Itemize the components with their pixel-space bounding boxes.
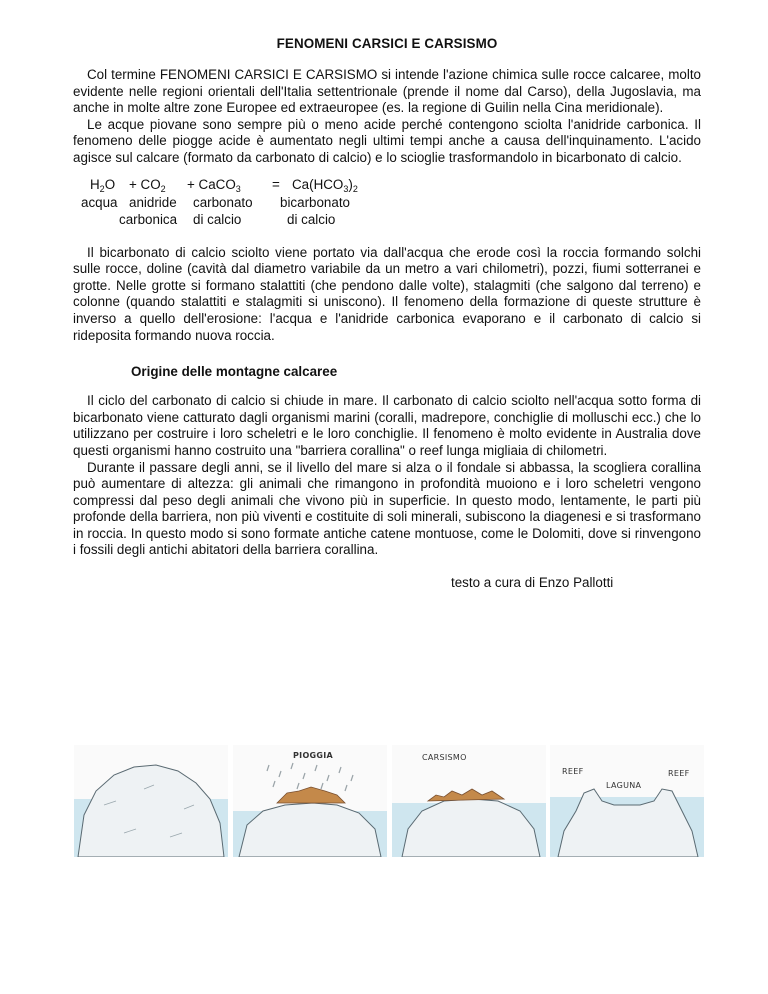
- label-reef-left: REEF: [562, 767, 584, 776]
- rain-drawing: [233, 745, 387, 857]
- spacer: [73, 231, 701, 245]
- h2o-term: $H_2O$: [90, 176, 116, 194]
- label-bicarbonato: bicarbonato: [280, 194, 350, 210]
- label-anidride: anidride: [129, 194, 177, 210]
- equals-sign: =: [272, 176, 280, 192]
- karst-drawing: [392, 745, 546, 857]
- panel-karst: [392, 745, 546, 857]
- karst-illustration-strip: [74, 745, 704, 857]
- eroded-layer: [277, 787, 345, 803]
- panel-reef: [550, 745, 704, 857]
- caco3-term: + CaCO$_3$: [187, 176, 241, 194]
- paragraph-carbon-cycle: Il ciclo del carbonato di calcio si chiude in mare. Il carbonato di calcio sciolto nell'acqua sotto forma di bicarbonato viene catturato dagli organismi marini (coralli, madrepore, conchiglie di molluschi ecc.) che lo utilizzano per costruire i loro scheletri e le loro conchiglie. Il fenomeno è molto evidente in Australia dove questi organismi hanno costruito una "barriera corallina" o reef lunga migliaia di chilometri.: [73, 393, 701, 458]
- rock-mass: [78, 765, 224, 857]
- section-heading: Origine delle montagne calcaree: [131, 364, 338, 380]
- label-carbonica: carbonica: [119, 211, 178, 227]
- karst-surface: [428, 789, 504, 801]
- paragraph-acid-rain: Le acque piovane sono sempre più o meno acide perché contengono sciolta l'anidride carbonica. Il fenomeno delle piogge acide è aumentato negli ultimi tempi anche a causa dell'inquinamento. L'acido agisce sul calcare (formato da carbonato di calcio) e lo scioglie trasformandolo in bicarbonato di calcio.: [73, 116, 701, 165]
- document-page: [73, 36, 701, 590]
- label-di-calcio-1: di calcio: [193, 211, 242, 227]
- label-pioggia: PIOGGIA: [293, 751, 334, 760]
- chemical-equation: [73, 177, 701, 231]
- label-laguna: LAGUNA: [606, 781, 642, 790]
- emerged-mountain-drawing: [74, 745, 228, 857]
- label-acqua: acqua: [81, 194, 118, 210]
- reef-drawing: [550, 745, 704, 857]
- document-title: FENOMENI CARSICI E CARSISMO: [276, 36, 498, 51]
- spacer: [73, 344, 701, 364]
- label-carsismo: CARSISMO: [422, 753, 467, 762]
- paragraph-coral-reef: Durante il passare degli anni, se il livello del mare si alza o il fondale si abbassa, la scogliera corallina può aumentare di altezza: gli animali che rimangono in profondità muoiono e i loro scheletri vengono compressi dal peso degli animali che vivono più in superficie. In questo modo, lentamente, le parti più profonde della barriera, non più viventi e costituite di soli minerali, subiscono la diagenesi e si trasformano in roccia. In questo modo si sono formate antiche catene montuose, come le Dolomiti, dove si rinvengono i fossili degli antichi abitatori della barriera corallina.: [73, 459, 701, 558]
- co2-term: + $CO_2$: [129, 176, 166, 194]
- panel-emerged-mountain: [74, 745, 228, 857]
- label-carbonato: carbonato: [193, 194, 253, 210]
- product-term: $Ca(HCO_3)_2$: [292, 176, 358, 194]
- author-credit: testo a cura di Enzo Pallotti: [451, 575, 614, 591]
- label-reef-right: REEF: [668, 769, 690, 778]
- paragraph-intro: Col termine FENOMENI CARSICI E CARSISMO si intende l'azione chimica sulle rocce calcaree, molto evidente nelle regioni orientali dell'Italia settentrionale (prende il nome dal Carso), della Jugoslavia, ma anche in molte altre zone Europee ed extraeuropee (es. la regione di Guilin nella Cina meridionale).: [73, 67, 701, 116]
- panel-rain: [233, 745, 387, 857]
- paragraph-erosion: Il bicarbonato di calcio sciolto viene portato via dall'acqua che erode così la roccia formando solchi sulle rocce, doline (cavità dal diametro variabile da un metro a vari chilometri), pozzi, fiumi sotterranei e grotte. Nelle grotte si formano stalattiti (che pendono dalle volte), stalagmiti (che salgono dal terreno) e colonne (quando stalattiti e stalagmiti si uniscono). Il fenomeno della formazione di queste strutture è inverso a quello dell'erosione: l'acqua e l'anidride carbonica evaporano e il carbonato di calcio si rideposita formando nuova roccia.: [73, 244, 701, 343]
- label-di-calcio-2: di calcio: [287, 211, 336, 227]
- rain-drops: [267, 763, 353, 791]
